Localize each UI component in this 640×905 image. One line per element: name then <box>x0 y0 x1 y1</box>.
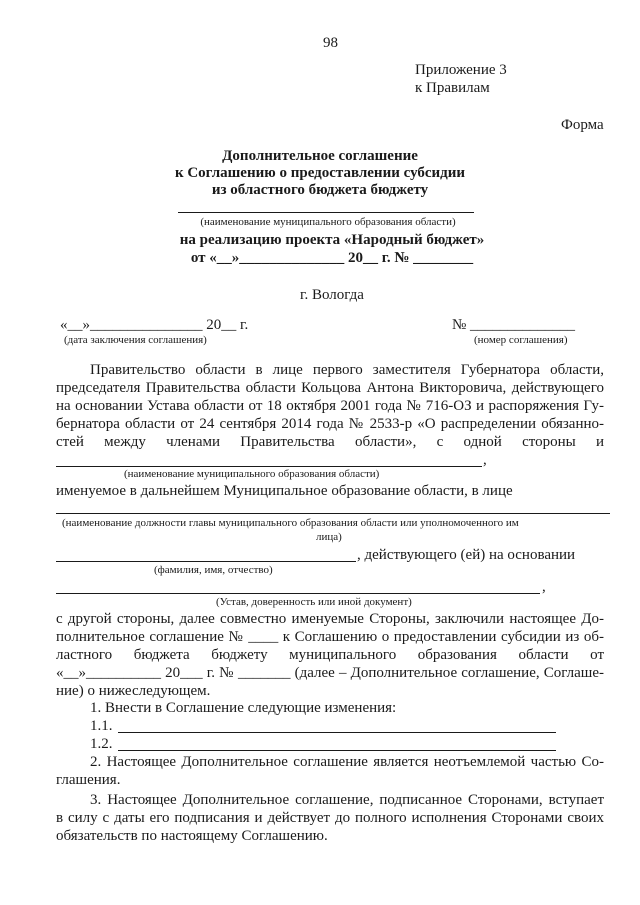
agreement-number: № ______________ <box>452 317 576 333</box>
p1-line4: бернатора области от 24 сентября 2014 года № 2533-р «О распределении обязанно- <box>56 416 604 432</box>
item-1-2-line <box>118 750 556 751</box>
named-line: именуемое в дальнейшем Муниципальное образование области, в лице <box>56 483 513 499</box>
comma-2: , <box>542 579 546 595</box>
head-position-blank-line <box>56 513 610 514</box>
caption-municipality: (наименование муниципального образования области) <box>200 216 456 228</box>
city: г. Вологда <box>300 287 364 303</box>
item-3-line1: 3. Настоящее Дополнительное соглашение, подписанное Сторонами, вступает <box>90 792 604 808</box>
caption-basis: (Устав, доверенность или иной документ) <box>216 596 412 608</box>
caption-municipality-2: (наименование муниципального образования области) <box>124 468 380 480</box>
fio-blank-line <box>56 561 356 562</box>
p1-line2: председателя Правительства области Кольцова Антона Викторовича, действующего <box>56 380 604 396</box>
title-date-line: от «__»______________ 20__ г. № ________ <box>190 250 474 266</box>
caption-head-line1: (наименование должности главы муниципального образования области или уполномоченного им <box>62 517 519 529</box>
item-3-line3: обязательств по настоящему Соглашению. <box>56 828 328 844</box>
item-2-line2: глашения. <box>56 772 121 788</box>
agreement-date: «__»_______________ 20__ г. <box>60 317 249 333</box>
p2-line2: полнительное соглашение № ____ к Соглашению о предоставлении субсидии из об- <box>56 629 604 645</box>
item-1-1-line <box>118 732 556 733</box>
acting-text: , действующего (ей) на основании <box>357 547 576 563</box>
number-caption: (номер соглашения) <box>474 334 568 346</box>
p1-line1: Правительство области в лице первого заместителя Губернатора области, <box>90 362 604 378</box>
p2-line4: «__»__________ 20___ г. № _______ (далее – Дополнительное соглашение, Соглаше- <box>56 665 604 681</box>
p2-line5: ние) о нижеследующем. <box>56 683 211 699</box>
p2-line1: с другой стороны, далее совместно именуемые Стороны, заключили настоящее До- <box>56 611 604 627</box>
basis-blank-line <box>56 593 540 594</box>
item-3-line2: в силу с даты его подписания и действует до полного исполнения Сторонами своих <box>56 810 604 826</box>
p1-line3: на основании Устава области от 18 октября 2001 года № 716-ОЗ и распоряжения Гу- <box>56 398 604 414</box>
title-line2: к Соглашению о предоставлении субсидии <box>174 165 466 181</box>
page-number: 98 <box>323 35 338 51</box>
comma-1: , <box>483 452 487 468</box>
item-1-1: 1.1. <box>90 718 113 734</box>
caption-head-line2: лица) <box>316 531 342 543</box>
municipality-name-line <box>178 212 474 213</box>
item-1: 1. Внести в Соглашение следующие изменения: <box>90 700 397 716</box>
form-label: Форма <box>561 117 604 133</box>
appendix-line1: Приложение 3 <box>415 62 507 78</box>
date-caption: (дата заключения соглашения) <box>64 334 207 346</box>
item-2-line1: 2. Настоящее Дополнительное соглашение является неотъемлемой частью Со- <box>90 754 604 770</box>
appendix-line2: к Правилам <box>415 80 490 96</box>
title-line3: из областного бюджета бюджету <box>211 182 429 198</box>
title-line4: на реализацию проекта «Народный бюджет» <box>179 232 485 248</box>
title-line1: Дополнительное соглашение <box>222 148 418 164</box>
p1-line5: стей между членами Правительства области», с одной стороны и <box>56 434 604 450</box>
caption-fio: (фамилия, имя, отчество) <box>154 564 273 576</box>
municipality-blank-line <box>56 466 482 467</box>
item-1-2: 1.2. <box>90 736 113 752</box>
p2-line3: ластного бюджета бюджету муниципального образования области от <box>56 647 604 663</box>
